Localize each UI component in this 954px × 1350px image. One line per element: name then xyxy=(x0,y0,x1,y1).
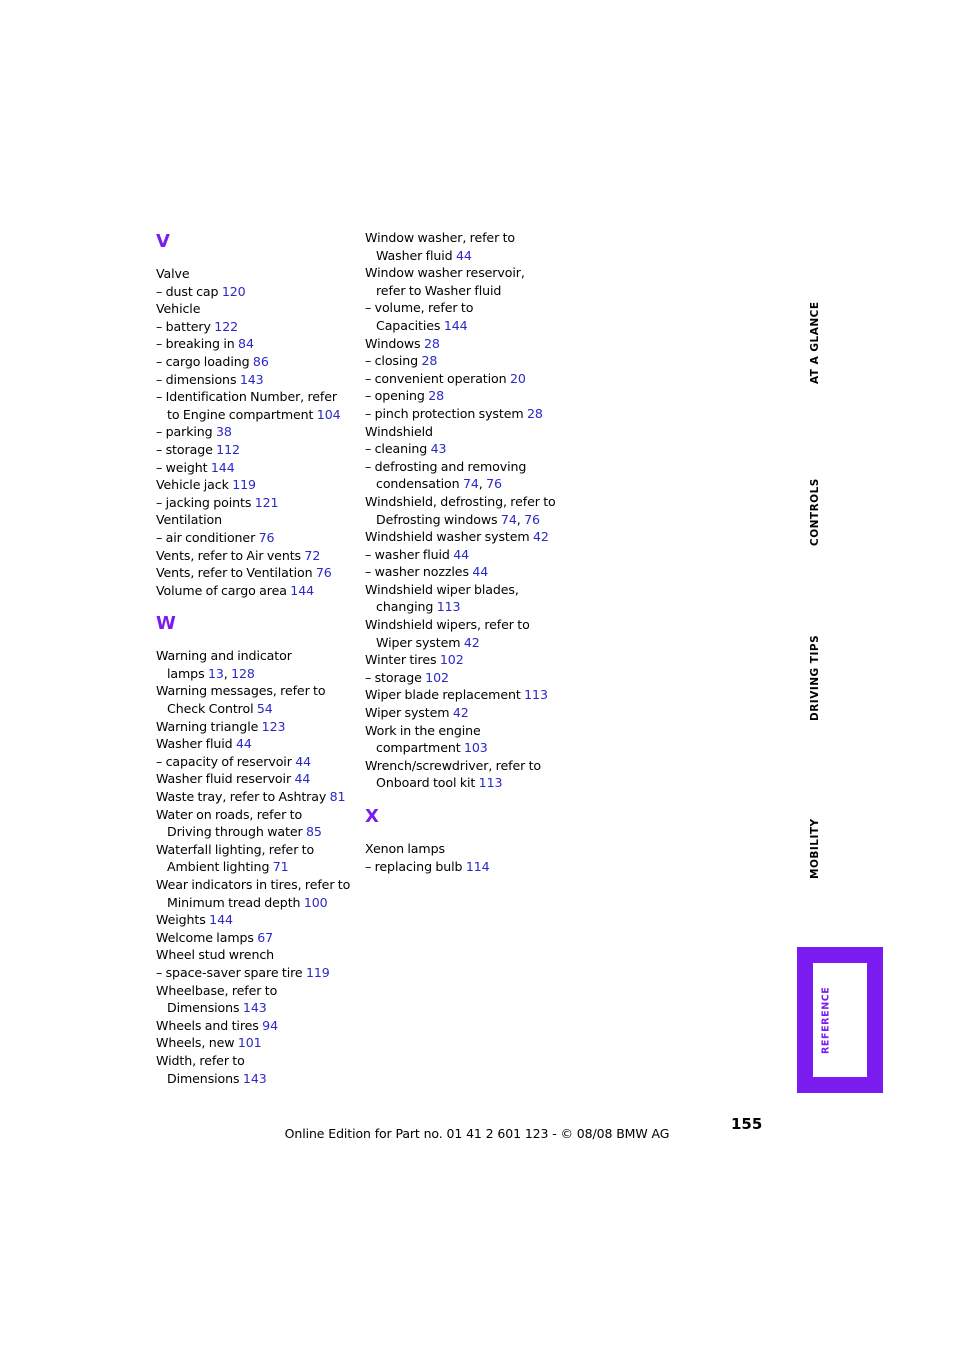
index-entry xyxy=(365,229,565,264)
entry-text: Windshield, defrosting, refer to xyxy=(365,493,556,509)
page-link[interactable]: 76 xyxy=(524,511,540,527)
entry-text: – dust cap 120 xyxy=(156,283,246,299)
page-link[interactable]: 20 xyxy=(509,370,526,386)
entry-text: Wiper system 42 xyxy=(365,705,469,721)
page-link[interactable]: 28 xyxy=(423,335,440,351)
index-entry xyxy=(156,735,356,753)
entry-text: Wear indicators in tires, refer to xyxy=(156,877,351,892)
index-entry xyxy=(156,718,356,736)
index-entry xyxy=(156,547,356,565)
page-link[interactable]: 102 xyxy=(439,652,464,668)
entry-text: Vehicle jack 119 xyxy=(156,477,256,493)
page-link[interactable]: 123 xyxy=(261,718,286,734)
entry-text: Vents, refer to Ventilation 76 xyxy=(156,565,332,581)
entry-text: Washer fluid reservoir 44 xyxy=(156,771,311,787)
entry-text: Wiper system 42 xyxy=(376,634,480,650)
entry-text: – breaking in 84 xyxy=(156,336,254,352)
index-entry xyxy=(156,647,356,682)
index-subentry xyxy=(365,858,565,876)
entry-text: – defrosting and removing xyxy=(365,458,527,474)
entry-text: – cleaning 43 xyxy=(365,441,447,457)
index-subentry xyxy=(365,669,565,687)
section-letter-x: X xyxy=(365,806,379,827)
entry-text: refer to Washer fluid xyxy=(376,282,502,298)
index-entry xyxy=(156,770,356,788)
index-entry xyxy=(156,564,356,582)
entry-text: Window washer reservoir, xyxy=(365,265,525,281)
index-entry xyxy=(365,493,565,528)
page-link[interactable]: 44 xyxy=(295,753,312,769)
page-link[interactable]: 38 xyxy=(215,424,232,440)
page-link[interactable]: 44 xyxy=(455,247,472,263)
section-letter-w: W xyxy=(156,613,176,635)
page-link[interactable]: 74 xyxy=(462,476,479,492)
entry-text: Wheels and tires 94 xyxy=(156,1017,278,1033)
entry-text: Minimum tread depth 100 xyxy=(167,894,328,910)
entry-text: Wrench/screwdriver, refer to xyxy=(365,757,542,773)
entry-text: – storage 112 xyxy=(156,441,240,457)
page-link[interactable]: 101 xyxy=(237,1035,262,1051)
index-entry xyxy=(156,1017,356,1035)
page-link[interactable]: 113 xyxy=(436,599,461,615)
entry-text: – opening 28 xyxy=(365,388,445,404)
entry-text: to Engine compartment 104 xyxy=(167,406,341,422)
index-subentry xyxy=(365,458,565,493)
page-link[interactable]: 128 xyxy=(231,665,255,681)
index-subentry xyxy=(156,371,356,389)
index-subentry xyxy=(156,529,356,547)
index-entry xyxy=(156,300,356,318)
entry-text: – convenient operation 20 xyxy=(365,370,526,386)
entry-text: Waterfall lighting, refer to xyxy=(156,841,315,857)
entry-text: Warning messages, refer to xyxy=(156,683,326,699)
footer-text: Online Edition for Part no. 01 41 2 601 123 - © 08/08 BMW AG xyxy=(284,1126,670,1141)
page-link[interactable]: 144 xyxy=(290,582,315,598)
page-link[interactable]: 122 xyxy=(214,318,239,334)
entry-text: – weight 144 xyxy=(156,459,235,475)
index-entry xyxy=(156,1034,356,1052)
entry-text: – Identification Number, refer xyxy=(156,389,337,405)
entry-text: Waste tray, refer to Ashtray 81 xyxy=(156,789,346,805)
entry-text: Windshield washer system 42 xyxy=(365,529,549,545)
entry-text: – dimensions 143 xyxy=(156,371,264,387)
page-link[interactable]: 42 xyxy=(463,634,480,650)
page-link[interactable]: 112 xyxy=(216,441,240,457)
page-link[interactable]: 44 xyxy=(235,736,252,752)
entry-text: – washer nozzles 44 xyxy=(365,564,489,580)
page-link[interactable]: 85 xyxy=(305,824,322,840)
entry-text: Capacities 144 xyxy=(376,317,468,333)
entry-text: Xenon lamps xyxy=(365,841,445,856)
index-subentry xyxy=(365,370,565,388)
entry-text: Ventilation xyxy=(156,512,223,528)
page-link[interactable]: 44 xyxy=(453,546,470,562)
page-link[interactable]: 94 xyxy=(262,1017,278,1033)
index-subentry xyxy=(156,283,356,301)
index-entry xyxy=(365,704,565,722)
section-letter-v: V xyxy=(156,231,170,252)
page-link[interactable]: 54 xyxy=(256,701,273,717)
entry-text: Welcome lamps 67 xyxy=(156,929,274,945)
page-link[interactable]: 119 xyxy=(232,477,256,493)
index-subentry xyxy=(365,299,565,334)
entry-text: Warning triangle 123 xyxy=(156,718,286,734)
index-entry xyxy=(365,423,565,441)
index-entry xyxy=(365,651,565,669)
entry-text: – volume, refer to xyxy=(365,300,474,316)
page-link[interactable]: 74 xyxy=(500,511,517,527)
entry-text: Washer fluid 44 xyxy=(376,247,472,263)
entry-text: Width, refer to xyxy=(156,1052,245,1068)
page-link[interactable]: 144 xyxy=(443,317,468,333)
index-subentry xyxy=(156,964,356,982)
index-subentry xyxy=(365,440,565,458)
entry-text: Work in the engine xyxy=(365,722,481,738)
page-link[interactable]: 81 xyxy=(329,789,346,805)
entry-text: – battery 122 xyxy=(156,318,239,334)
page-link[interactable]: 43 xyxy=(430,441,447,457)
entry-text: Driving through water 85 xyxy=(167,824,322,840)
entry-text: Windshield xyxy=(365,423,433,439)
index-subentry xyxy=(156,441,356,459)
entry-text: – pinch protection system 28 xyxy=(365,405,543,421)
page-link[interactable]: 76 xyxy=(258,529,275,545)
entry-text: – capacity of reservoir 44 xyxy=(156,753,312,769)
entry-text: Valve xyxy=(156,266,190,281)
entry-text: Windows 28 xyxy=(365,335,440,351)
page-link[interactable]: 76 xyxy=(486,476,502,492)
entry-text: Dimensions 143 xyxy=(167,1000,267,1016)
page-link[interactable]: 120 xyxy=(221,283,246,299)
index-subentry xyxy=(156,318,356,336)
page-link[interactable]: 13 xyxy=(207,665,224,681)
index-entry xyxy=(156,982,356,1017)
entry-text: Weights 144 xyxy=(156,912,233,928)
page-link[interactable]: 28 xyxy=(428,388,445,404)
side-tab-reference-active[interactable] xyxy=(797,947,883,1093)
entry-text: Vehicle xyxy=(156,301,201,317)
page-link[interactable]: 44 xyxy=(294,771,311,787)
index-entry xyxy=(156,929,356,947)
side-tab-reference-inner xyxy=(813,963,867,1077)
index-entry xyxy=(365,616,565,651)
index-entry xyxy=(365,528,565,546)
entry-text: Volume of cargo area 144 xyxy=(156,582,315,598)
index-entry xyxy=(156,265,356,283)
index-subentry xyxy=(156,494,356,512)
entry-text: Water on roads, refer to xyxy=(156,806,303,822)
page-link[interactable]: 144 xyxy=(209,912,233,928)
page-link[interactable]: 113 xyxy=(524,687,548,703)
entry-text: – parking 38 xyxy=(156,424,232,440)
page-link[interactable]: 44 xyxy=(472,564,489,580)
page-link[interactable]: 42 xyxy=(452,705,469,721)
entry-text: – jacking points 121 xyxy=(156,494,279,510)
entry-text: – replacing bulb 114 xyxy=(365,858,490,874)
page-number: 155 xyxy=(731,1115,763,1133)
index-column-right xyxy=(365,229,565,875)
index-subentry xyxy=(365,563,565,581)
page-link[interactable]: 113 xyxy=(478,775,503,791)
index-subentry xyxy=(156,353,356,371)
entry-text: – cargo loading 86 xyxy=(156,353,269,369)
entry-text: Vents, refer to Air vents 72 xyxy=(156,547,321,563)
entry-text: Onboard tool kit 113 xyxy=(376,775,503,791)
index-subentry xyxy=(156,753,356,771)
index-subentry xyxy=(156,388,356,423)
entry-text: – space-saver spare tire 119 xyxy=(156,964,330,980)
index-subentry xyxy=(365,387,565,405)
page-link[interactable]: 143 xyxy=(242,1070,267,1086)
index-subentry xyxy=(156,423,356,441)
index-entry xyxy=(365,757,565,792)
page-link[interactable]: 104 xyxy=(316,406,341,422)
side-tab-driving-tips[interactable]: DRIVING TIPS xyxy=(809,634,821,721)
index-entry xyxy=(156,682,356,717)
page-link[interactable]: 67 xyxy=(257,929,274,945)
page-link[interactable]: 28 xyxy=(526,405,543,421)
index-entry xyxy=(365,264,565,299)
entry-text: lamps 13, 128 xyxy=(167,665,255,681)
page-link[interactable]: 114 xyxy=(465,858,490,874)
entry-text: Wheelbase, refer to xyxy=(156,982,278,998)
index-entry xyxy=(156,511,356,529)
index-entry xyxy=(156,1052,356,1087)
page-link[interactable]: 144 xyxy=(210,459,235,475)
index-subentry xyxy=(365,546,565,564)
entry-text: Ambient lighting 71 xyxy=(167,859,289,875)
index-subentry xyxy=(365,405,565,423)
page-link[interactable]: 103 xyxy=(463,740,488,756)
entry-text: Window washer, refer to xyxy=(365,230,516,245)
index-entry xyxy=(156,788,356,806)
page-link[interactable]: 76 xyxy=(315,565,332,581)
entry-text: Windshield wipers, refer to xyxy=(365,617,530,633)
entry-text: Wheels, new 101 xyxy=(156,1035,262,1051)
index-entry xyxy=(365,335,565,353)
page-link[interactable]: 102 xyxy=(425,669,449,685)
index-entry xyxy=(156,476,356,494)
side-tab-mobility[interactable]: MOBILITY xyxy=(809,818,821,879)
entry-text: – closing 28 xyxy=(365,353,438,369)
page-link[interactable]: 72 xyxy=(304,547,321,563)
index-column-left xyxy=(156,229,356,1087)
entry-text: Defrosting windows 74, 76 xyxy=(376,511,540,527)
page-link[interactable]: 71 xyxy=(272,859,289,875)
entry-text: Warning and indicator xyxy=(156,648,292,664)
index-entry xyxy=(365,581,565,616)
page-link[interactable]: 143 xyxy=(242,1000,267,1016)
entry-text: condensation 74, 76 xyxy=(376,476,502,492)
index-entry xyxy=(156,946,356,964)
index-entry xyxy=(365,722,565,757)
entry-text: Winter tires 102 xyxy=(365,652,464,668)
entry-text: changing 113 xyxy=(376,599,461,615)
index-entry xyxy=(156,806,356,841)
page-link[interactable]: 42 xyxy=(532,529,549,545)
index-entry xyxy=(156,911,356,929)
index-subentry xyxy=(156,459,356,477)
page-link[interactable]: 100 xyxy=(303,894,328,910)
entry-text: Dimensions 143 xyxy=(167,1070,267,1086)
side-tab-reference-label: REFERENCE xyxy=(820,986,832,1054)
entry-text: Wiper blade replacement 113 xyxy=(365,687,548,703)
entry-text: Check Control 54 xyxy=(167,701,273,717)
index-entry xyxy=(365,686,565,704)
index-entry xyxy=(156,841,356,876)
index-entry xyxy=(156,582,356,600)
page-link[interactable]: 28 xyxy=(421,353,438,369)
entry-text: compartment 103 xyxy=(376,740,488,756)
index-entry xyxy=(365,840,565,858)
index-subentry xyxy=(156,335,356,353)
entry-text: Wheel stud wrench xyxy=(156,947,275,963)
index-subentry xyxy=(365,352,565,370)
page-link[interactable]: 119 xyxy=(305,964,330,980)
entry-text: Windshield wiper blades, xyxy=(365,581,519,597)
entry-text: – washer fluid 44 xyxy=(365,546,470,562)
page-link[interactable]: 121 xyxy=(254,494,279,510)
side-tab-controls[interactable]: CONTROLS xyxy=(809,478,821,546)
page-link[interactable]: 143 xyxy=(239,371,264,387)
index-entry xyxy=(156,876,356,911)
entry-text: – air conditioner 76 xyxy=(156,529,275,545)
page-link[interactable]: 84 xyxy=(238,336,254,352)
side-tab-at-a-glance[interactable]: AT A GLANCE xyxy=(809,301,821,384)
entry-text: Washer fluid 44 xyxy=(156,736,252,752)
page-link[interactable]: 86 xyxy=(252,353,269,369)
entry-text: – storage 102 xyxy=(365,669,449,685)
